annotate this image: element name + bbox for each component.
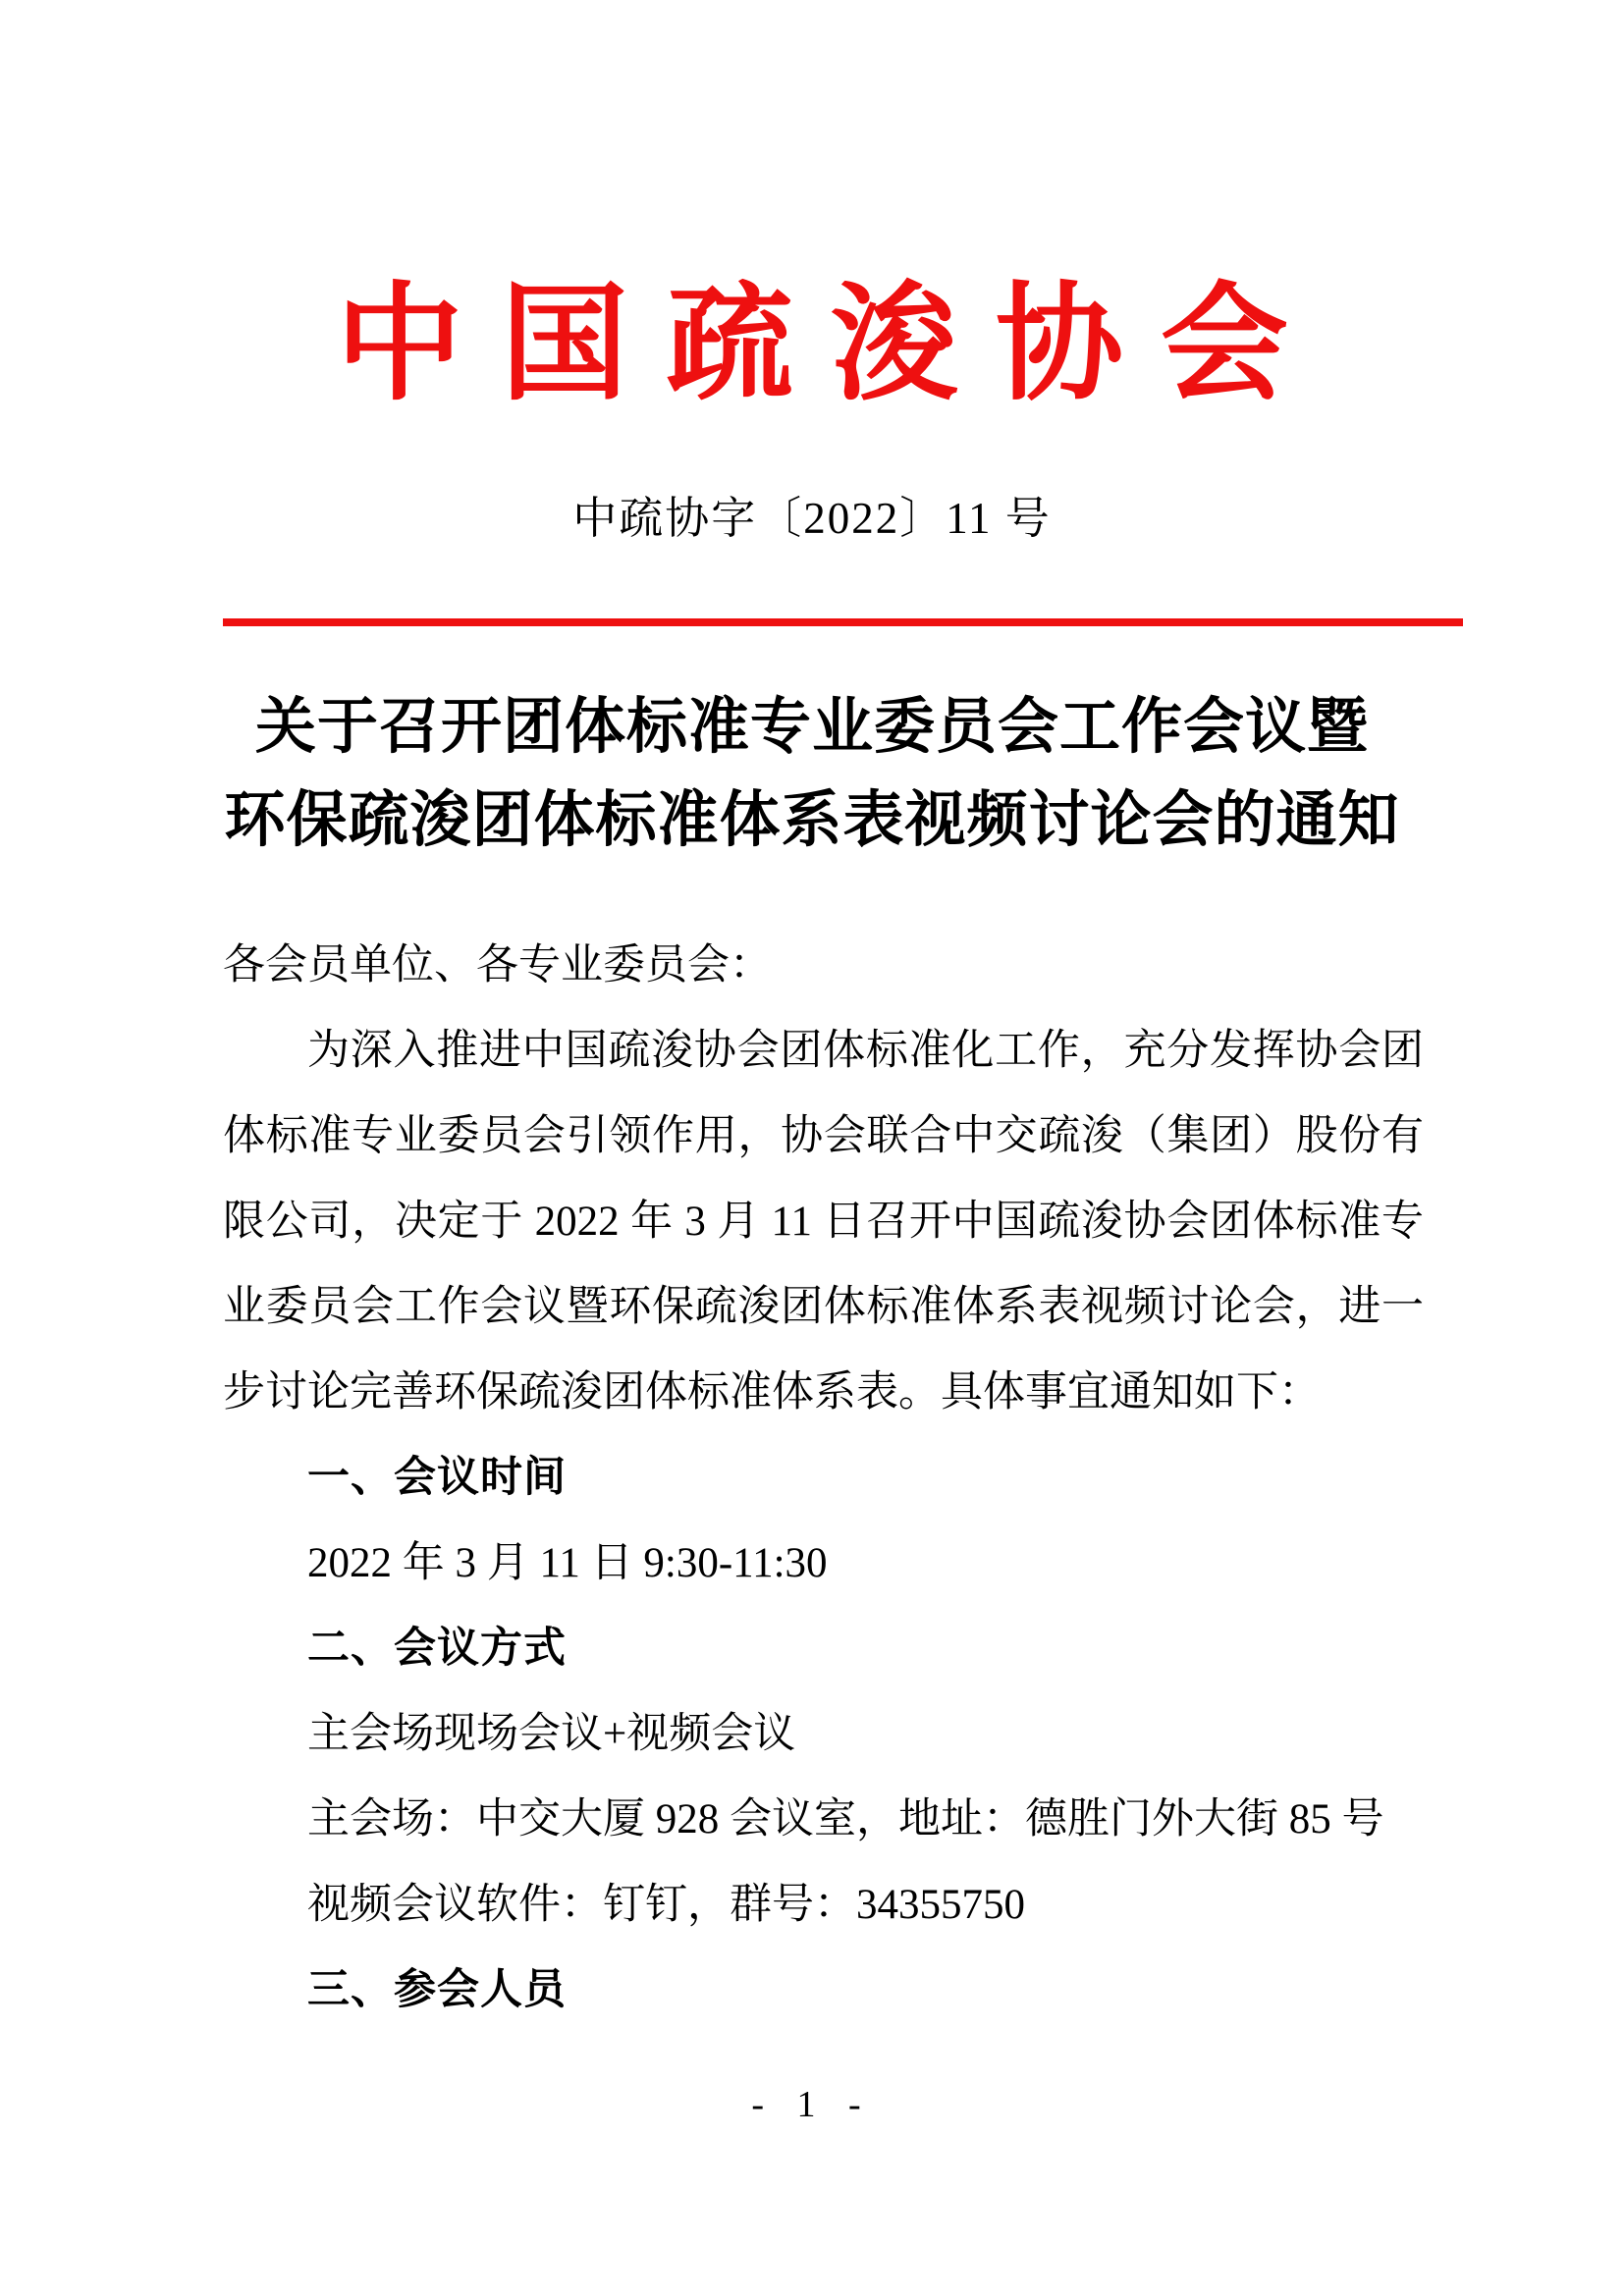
organization-masthead: 中国疏浚协会 <box>335 275 1326 416</box>
notice-title-line-2: 环保疏浚团体标准体系表视频讨论会的通知 <box>224 787 1400 854</box>
page-number: - 1 - <box>751 2084 873 2125</box>
section-heading-participants: 三、参会人员 <box>307 1966 567 2013</box>
red-divider-rule <box>223 618 1463 626</box>
paragraph-line: 体标准专业委员会引领作用，协会联合中交疏浚（集团）股份有 <box>223 1113 1424 1159</box>
document-reference-number: 中疏协字〔2022〕11 号 <box>572 494 1052 543</box>
paragraph-line: 业委员会工作会议暨环保疏浚团体标准体系表视频讨论会，进一 <box>223 1284 1424 1330</box>
paragraph-line: 步讨论完善环保疏浚团体标准体系表。具体事宜通知如下： <box>223 1369 1321 1415</box>
section-heading-meeting-format: 二、会议方式 <box>307 1625 567 1672</box>
notice-title-line-1: 关于召开团体标准专业委员会工作会议暨 <box>254 694 1369 761</box>
notice-title <box>0 681 1624 868</box>
meeting-time-value: 2022 年 3 月 11 日 9:30-11:30 <box>307 1540 828 1586</box>
meeting-venue-value: 主会场：中交大厦 928 会议室，地址：德胜门外大街 85 号 <box>307 1796 1384 1842</box>
section-heading-meeting-time: 一、会议时间 <box>307 1454 567 1501</box>
meeting-software-value: 视频会议软件：钉钉，群号：34355750 <box>307 1882 1025 1928</box>
paragraph-line: 为深入推进中国疏浚协会团体标准化工作，充分发挥协会团 <box>307 1028 1424 1074</box>
salutation: 各会员单位、各专业委员会： <box>223 942 772 988</box>
meeting-format-value: 主会场现场会议+视频会议 <box>307 1711 796 1757</box>
notice-body <box>223 923 1424 2033</box>
paragraph-line: 限公司，决定于 2022 年 3 月 11 日召开中国疏浚协会团体标准专 <box>223 1199 1424 1245</box>
